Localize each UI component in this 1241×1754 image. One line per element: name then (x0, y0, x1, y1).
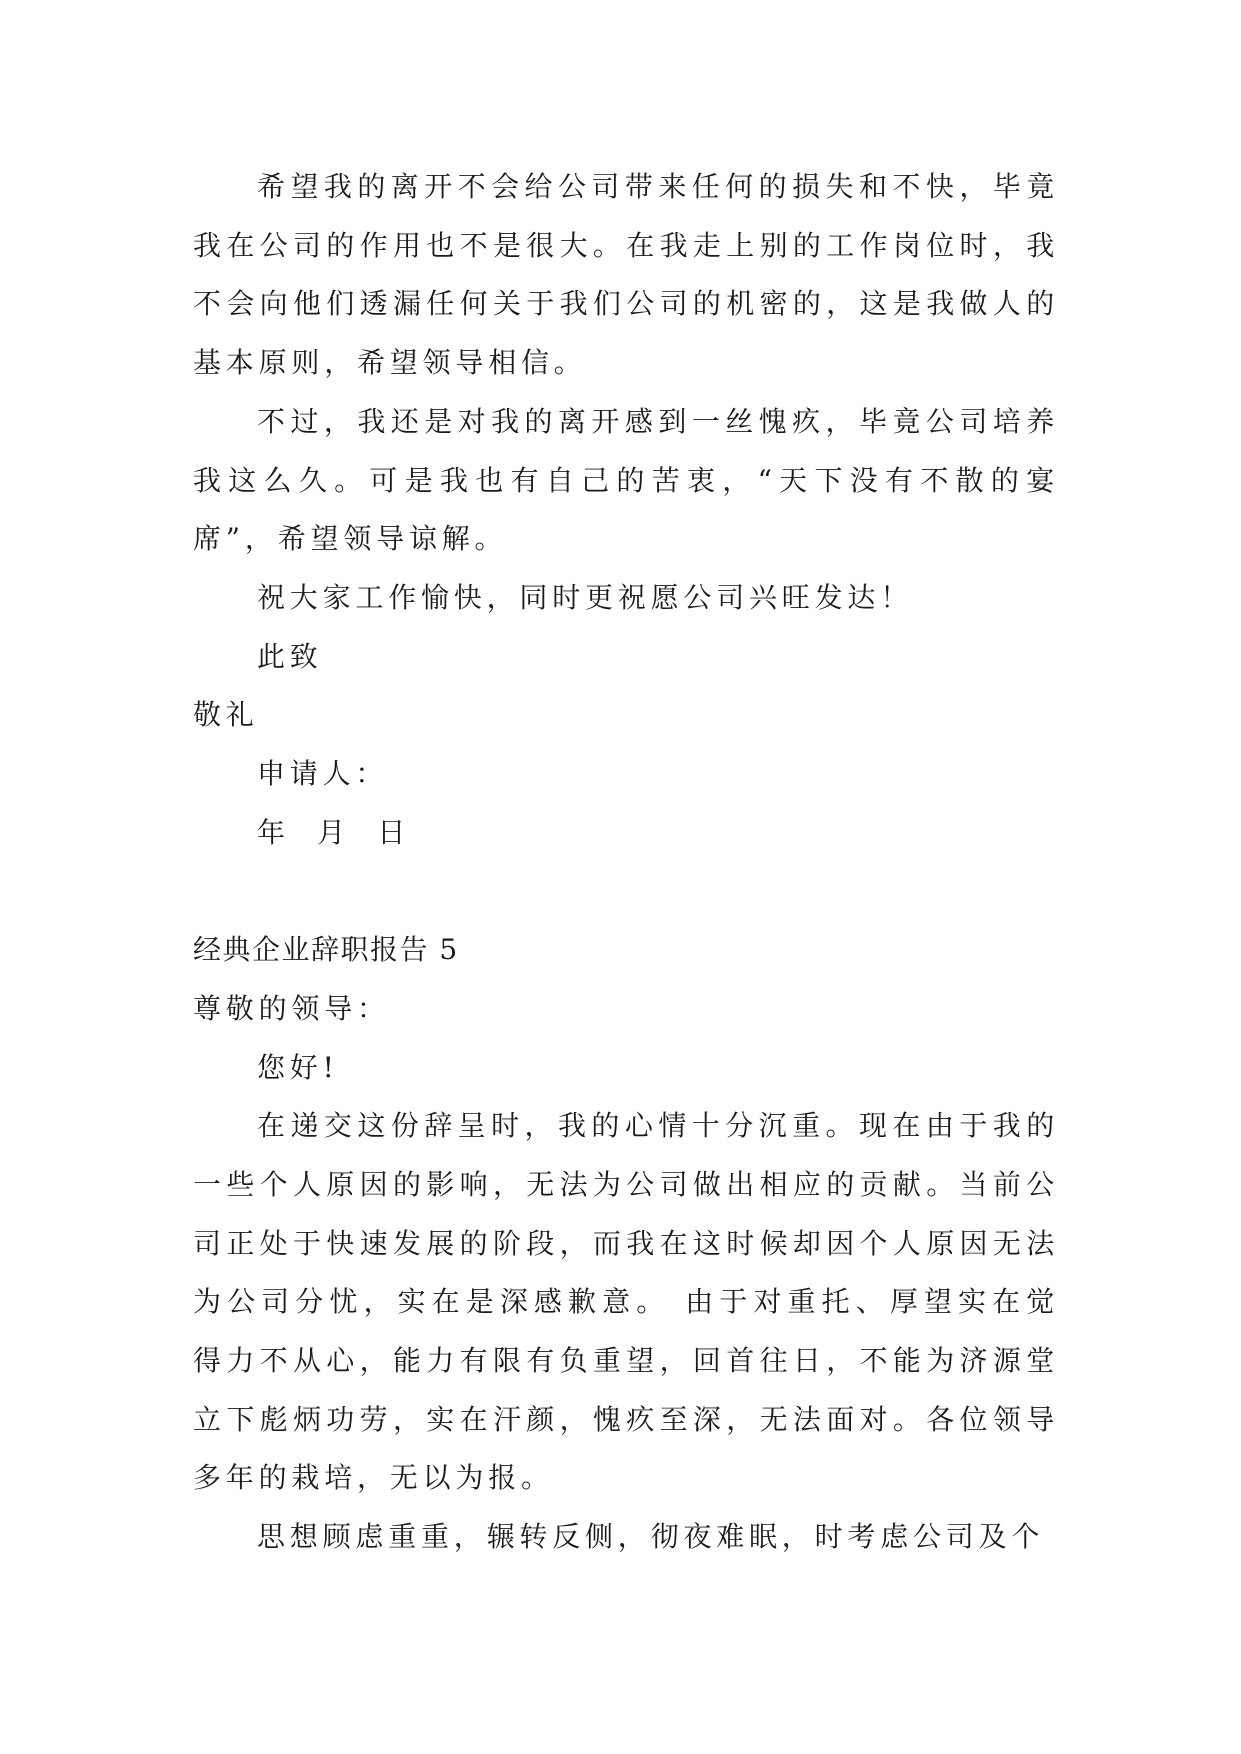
document-body (193, 158, 1059, 1567)
paragraph-resignation: 在递交这份辞呈时，我的心情十分沉重。现在由于我的一些个人原因的影响，无法为公司做出相应的贡献。当前公司正处于快速发展的阶段，而我在这时候却因个人原因无法为公司分忧，实在是深感歉意。 由于对重托、厚望实在觉得力不从心，能力有限有负重望，回首往日，不能为济源堂立下彪炳功劳，实在汗颜，愧疚至深，无法面对。各位领导多年的栽培，无以为报。 (193, 1109, 1059, 1495)
section-title: 经典企业辞职报告 5 (193, 933, 459, 967)
paragraph-no-loss: 希望我的离开不会给公司带来任何的损失和不快，毕竟我在公司的作用也不是很大。在我走上别的工作岗位时，我不会向他们透漏任何关于我们公司的机密的，这是我做人的基本原则，希望领导相信。 (193, 170, 1059, 380)
paragraph-thoughts: 思想顾虑重重，辗转反侧，彻夜难眠，时考虑公司及个 (257, 1520, 1045, 1554)
addressee: 尊敬的领导： (193, 991, 390, 1025)
applicant-line: 申请人： (257, 757, 389, 791)
greeting: 您好! (257, 1050, 339, 1084)
paragraph-wishes: 祝大家工作愉快，同时更祝愿公司兴旺发达！ (257, 580, 914, 614)
closing-jingli: 敬礼 (193, 698, 259, 732)
date-line: 年 月 日 (257, 815, 411, 849)
paragraph-guilt: 不过，我还是对我的离开感到一丝愧疚，毕竟公司培养我这么久。可是我也有自己的苦衷，“天下没有不散的宴席”，希望领导谅解。 (193, 404, 1059, 556)
closing-cizhi: 此致 (257, 639, 323, 673)
section-gap (193, 862, 1059, 921)
